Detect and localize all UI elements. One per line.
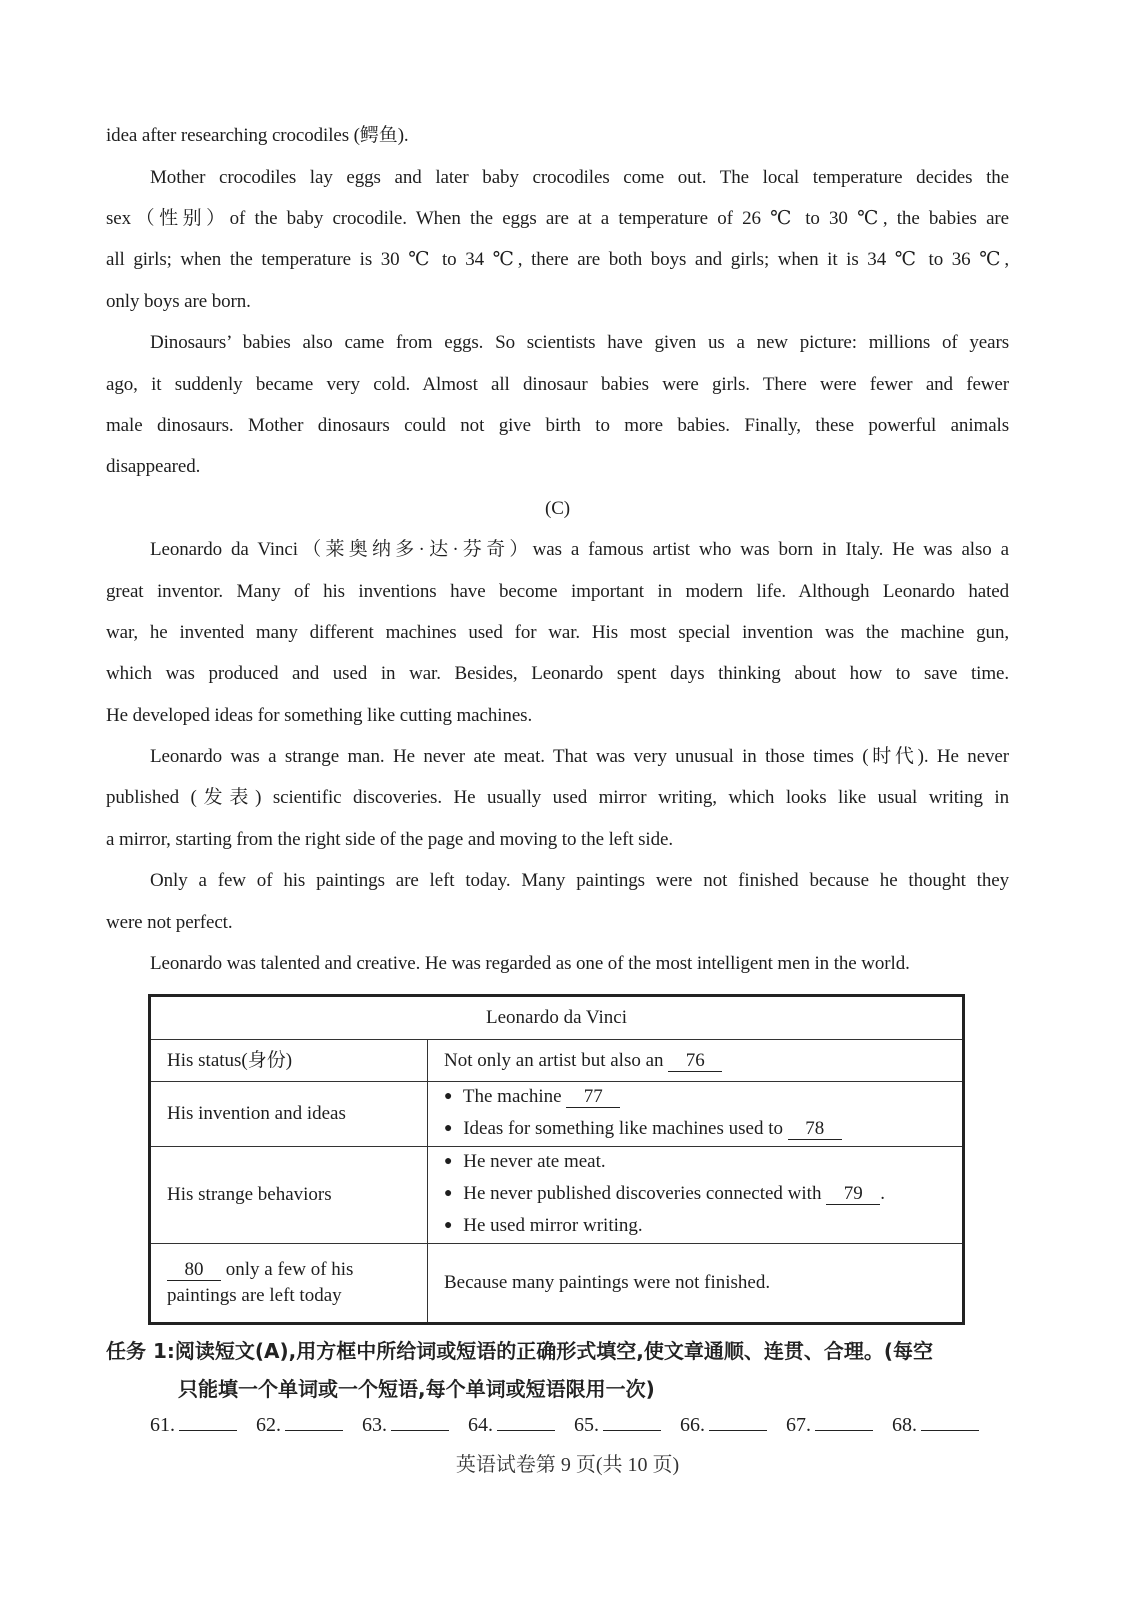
blank-78[interactable]: 78 [788,1119,842,1140]
row-label: His status(身份) [150,1040,428,1082]
passage-c-line: Leonardo da Vinci（莱奥纳多·达·芬奇）was a famous artist who was born in Italy. He was also a [150,539,1009,560]
answer-blank[interactable]: 67. [786,1414,873,1436]
passage-c-line: Only a few of his paintings are left today. Many paintings were not finished because he thought they [150,870,1009,891]
passage-c-line: published (发表) scientific discoveries. He usually used mirror writing, which looks like usual writing in [106,787,1009,808]
blank-80[interactable]: 80 [167,1260,221,1281]
bullet-item: ● He used mirror writing. [444,1211,946,1243]
passage-c-line: He developed ideas for something like cutting machines. [106,705,533,726]
row-content: Because many paintings were not finished. [428,1244,964,1324]
passage-b-line: idea after researching crocodiles (鳄鱼). [106,125,409,146]
table-row [150,1040,964,1082]
table-title-row [150,996,964,1040]
passage-c-line: war, he invented many different machines used for war. His most special invention was the machine gun, [106,622,1009,643]
blank-79[interactable]: 79 [826,1184,880,1205]
blank-77[interactable]: 77 [566,1087,620,1108]
passage-b-line: Mother crocodiles lay eggs and later baby crocodiles come out. The local temperature decides the [150,167,1009,188]
passage-b-line: disappeared. [106,456,201,477]
passage-b-line: male dinosaurs. Mother dinosaurs could not give birth to more babies. Finally, these powerful animals [106,415,1009,436]
answer-blanks [150,1414,993,1437]
passage-c-heading: (C) [544,498,571,519]
passage-c-line: great inventor. Many of his inventions have become important in modern life. Although Leonardo hated [106,581,1009,602]
blank-76[interactable]: 76 [668,1051,722,1072]
row-content: Not only an artist but also an 76 [428,1040,964,1082]
passage-b-line: sex（性别）of the baby crocodile. When the eggs are at a temperature of 26 ℃ to 30 ℃, the babies are [106,208,1009,229]
row-label: His invention and ideas [150,1082,428,1147]
answer-blank[interactable]: 61. [150,1414,237,1436]
passage-b-line: Dinosaurs’ babies also came from eggs. So scientists have given us a new picture: millions of years [150,332,1009,353]
bullet-item: ● He never published discoveries connected with 79 . [444,1179,946,1211]
row-label: His strange behaviors [150,1147,428,1244]
passage-b-line: only boys are born. [106,291,251,312]
passage-c-line: a mirror, starting from the right side of the page and moving to the left side. [106,829,673,850]
passage-c-line: Leonardo was a strange man. He never ate meat. That was very unusual in those times (时代). He never [150,746,1009,767]
answer-blank[interactable]: 65. [574,1414,661,1436]
leonardo-info-table [148,994,965,1325]
table-row [150,1147,964,1244]
page-footer: 英语试卷第 9 页(共 10 页) [455,1454,680,1476]
table-row [150,1244,964,1324]
row-label: 80 only a few of his paintings are left today [150,1244,428,1324]
answer-blank[interactable]: 63. [362,1414,449,1436]
passage-c-line: which was produced and used in war. Besides, Leonardo spent days thinking about how to save time. [106,663,1009,684]
table-title: Leonardo da Vinci [150,996,964,1040]
row-content [428,1147,964,1244]
bullet-item: ● The machine 77 [444,1082,946,1114]
answer-blank[interactable]: 64. [468,1414,555,1436]
answer-blank[interactable]: 68. [892,1414,979,1436]
task1-instruction-cont: 只能填一个单词或一个短语,每个单词或短语限用一次) [178,1377,655,1401]
answer-blank[interactable]: 66. [680,1414,767,1436]
task1-instruction: 任务 1:阅读短文(A),用方框中所给词或短语的正确形式填空,使文章通顺、连贯、合理。(每空 [106,1339,933,1363]
passage-c-line: were not perfect. [106,912,233,933]
table-row [150,1082,964,1147]
passage-b-line: all girls; when the temperature is 30 ℃ to 34 ℃, there are both boys and girls; when it is 34 ℃ to 36 ℃, [106,249,1009,270]
answer-blank[interactable]: 62. [256,1414,343,1436]
bullet-item: ● He never ate meat. [444,1147,946,1179]
passage-b-line: ago, it suddenly became very cold. Almost all dinosaur babies were girls. There were fewer and fewer [106,374,1009,395]
passage-c-line: Leonardo was talented and creative. He was regarded as one of the most intelligent men in the world. [150,953,910,974]
row-content [428,1082,964,1147]
bullet-item: ● Ideas for something like machines used to 78 [444,1114,946,1146]
